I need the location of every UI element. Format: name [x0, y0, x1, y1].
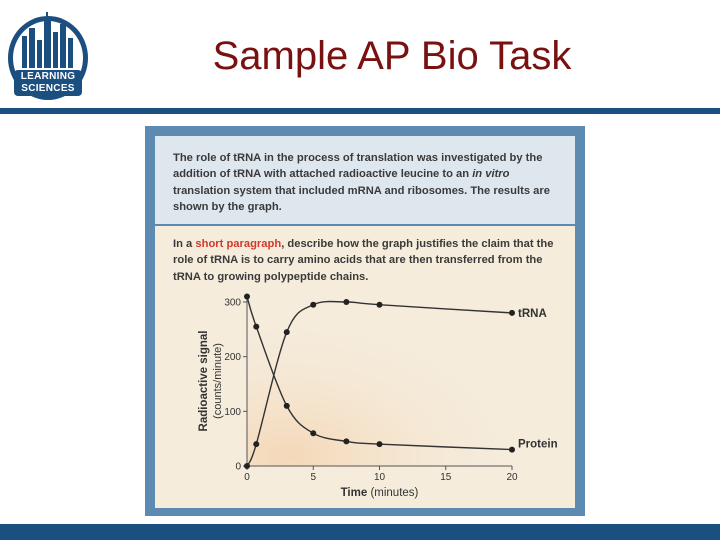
x-tick-label: 20 [506, 472, 518, 483]
x-tick-label: 5 [310, 472, 317, 483]
y-axis-label: Radioactive signal [198, 330, 210, 432]
x-tick-label: 15 [440, 472, 452, 483]
plot-glow [247, 296, 527, 466]
learning-sciences-logo [6, 10, 90, 102]
y-tick-label: 200 [224, 352, 241, 364]
data-point-protein [343, 438, 349, 444]
x-tick-label: 0 [244, 472, 250, 483]
x-axis-label [341, 487, 419, 499]
intro-part2: translation system that included mRNA and ribosomes. The results are shown by the graph. [173, 184, 550, 214]
data-point-trna [509, 310, 515, 316]
x-axis-label-unit: (minutes) [370, 487, 419, 499]
data-point-trna [244, 463, 250, 469]
data-point-trna [377, 302, 383, 308]
data-point-trna [284, 329, 290, 335]
task-intro-panel [155, 136, 575, 224]
logo-text-sciences: SCIENCES [21, 83, 75, 94]
footer-bar [0, 524, 720, 540]
task-intro-text [173, 150, 565, 216]
data-point-protein [509, 447, 515, 453]
prompt-part1: In a [173, 238, 196, 250]
series-label-trna: tRNA [518, 307, 547, 320]
task-card [145, 126, 585, 516]
task-prompt-panel [155, 226, 575, 508]
title-divider [0, 108, 720, 114]
x-tick-label: 10 [373, 472, 386, 483]
data-point-trna [343, 299, 349, 305]
y-tick-label: 0 [235, 461, 241, 473]
radioactive-signal-chart [155, 226, 575, 508]
series-label-protein: Protein [518, 438, 558, 451]
data-point-protein [253, 324, 259, 330]
intro-part1: The role of tRNA in the process of translation was investigated by the addition of tRNA with attached radioactive leucine to an [173, 152, 543, 181]
intro-italic: in vitro [472, 168, 510, 181]
data-point-protein [284, 403, 290, 409]
y-axis-sublabel: (counts/minute) [212, 343, 224, 419]
data-point-protein [377, 441, 383, 447]
x-axis-label-title: Time [340, 487, 371, 499]
data-point-trna [310, 302, 316, 308]
slide-title: Sample AP Bio Task [212, 34, 572, 78]
data-point-protein [310, 430, 316, 436]
prompt-part2: , describe how the graph justifies the claim that the role of tRNA is to carry amino acids that are then transferred from the tRNA to growing polypeptide chains. [173, 238, 554, 283]
y-tick-label: 100 [224, 406, 241, 418]
logo-text-learning: LEARNING [20, 71, 76, 82]
prompt-highlight: short paragraph [195, 238, 282, 250]
data-point-protein [244, 294, 250, 300]
data-point-trna [253, 441, 259, 447]
y-tick-label: 300 [224, 297, 241, 309]
